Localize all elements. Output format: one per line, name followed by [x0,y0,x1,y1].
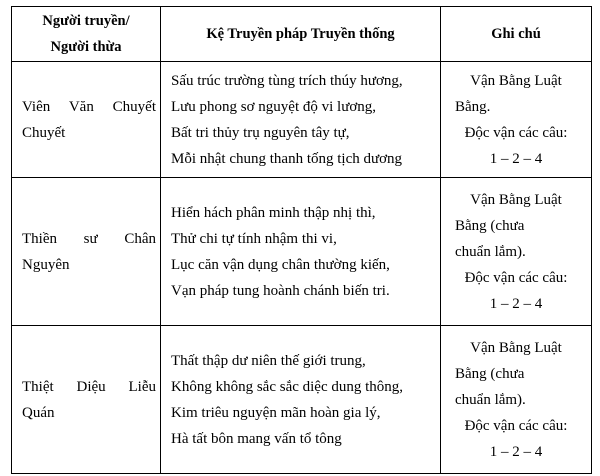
note-line: 1 – 2 – 4 [489,443,543,460]
person-name-line1: Thiền sư Chân [22,230,156,247]
verse-line: Mỗi nhật chung thanh tống tịch dương [171,150,403,167]
person-name-line2: Chuyết [22,124,66,141]
note-cell [441,178,592,326]
note-line: Vận Bằng Luật [470,339,562,356]
note-line: 1 – 2 – 4 [489,295,543,312]
verse-cell [161,326,441,474]
note-cell [441,62,592,178]
verse-line: Lưu phong sơ nguyệt độ vi lương, [171,98,377,115]
verse-line: Thất thập dư niên thế giới trung, [171,352,366,369]
note-line: 1 – 2 – 4 [489,150,543,167]
person-cell [12,326,161,474]
note-line: Vận Bằng Luật [470,72,562,89]
verse-cell [161,62,441,178]
header-person-line1: Người truyền/ [42,13,130,29]
note-line: chuẩn lắm). [455,243,526,260]
verse-line: Lục căn vận dụng chân thường kiến, [171,256,390,273]
person-cell [12,62,161,178]
verse-line: Không không sắc sắc diệc dung thông, [171,378,404,395]
note-line: Độc vận các câu: [464,124,568,141]
note-line: Độc vận các câu: [464,417,568,434]
verse-line: Vạn pháp tung hoành chánh biến tri. [171,282,390,299]
header-verse: Kệ Truyền pháp Truyền thống [161,7,441,62]
table-row [12,62,592,178]
verse-line: Bất tri thủy trụ nguyên tây tự, [171,124,350,141]
person-name-line1: Viên Văn Chuyết [22,98,156,115]
note-line: chuẩn lắm). [455,391,526,408]
verse-line: Hà tất bôn mang vấn tổ tông [171,430,342,447]
dharma-transmission-table [11,6,592,474]
verse-line: Sấu trúc trường tùng trích thúy hương, [171,72,403,89]
note-line: Bằng (chưa [455,217,525,234]
person-cell [12,178,161,326]
header-note: Ghi chú [441,7,592,62]
note-cell [441,326,592,474]
person-name-line1: Thiệt Diệu Liễu [22,378,156,395]
header-row [12,7,592,62]
person-name-line2: Nguyên [22,256,70,273]
verse-cell [161,178,441,326]
table-row [12,326,592,474]
verse-line: Hiển hách phân minh thập nhị thì, [171,204,376,221]
note-line: Bằng (chưa [455,365,525,382]
verse-line: Thử chi tự tính nhậm thi vi, [171,230,337,247]
header-person [12,7,161,62]
note-line: Độc vận các câu: [464,269,568,286]
verse-line: Kim triêu nguyện mãn hoàn gia lý, [171,404,381,421]
person-name-line2: Quán [22,404,55,421]
note-line: Bằng. [455,98,491,115]
header-person-line2: Người thừa [50,39,122,55]
note-line: Vận Bằng Luật [470,191,562,208]
table-row [12,178,592,326]
